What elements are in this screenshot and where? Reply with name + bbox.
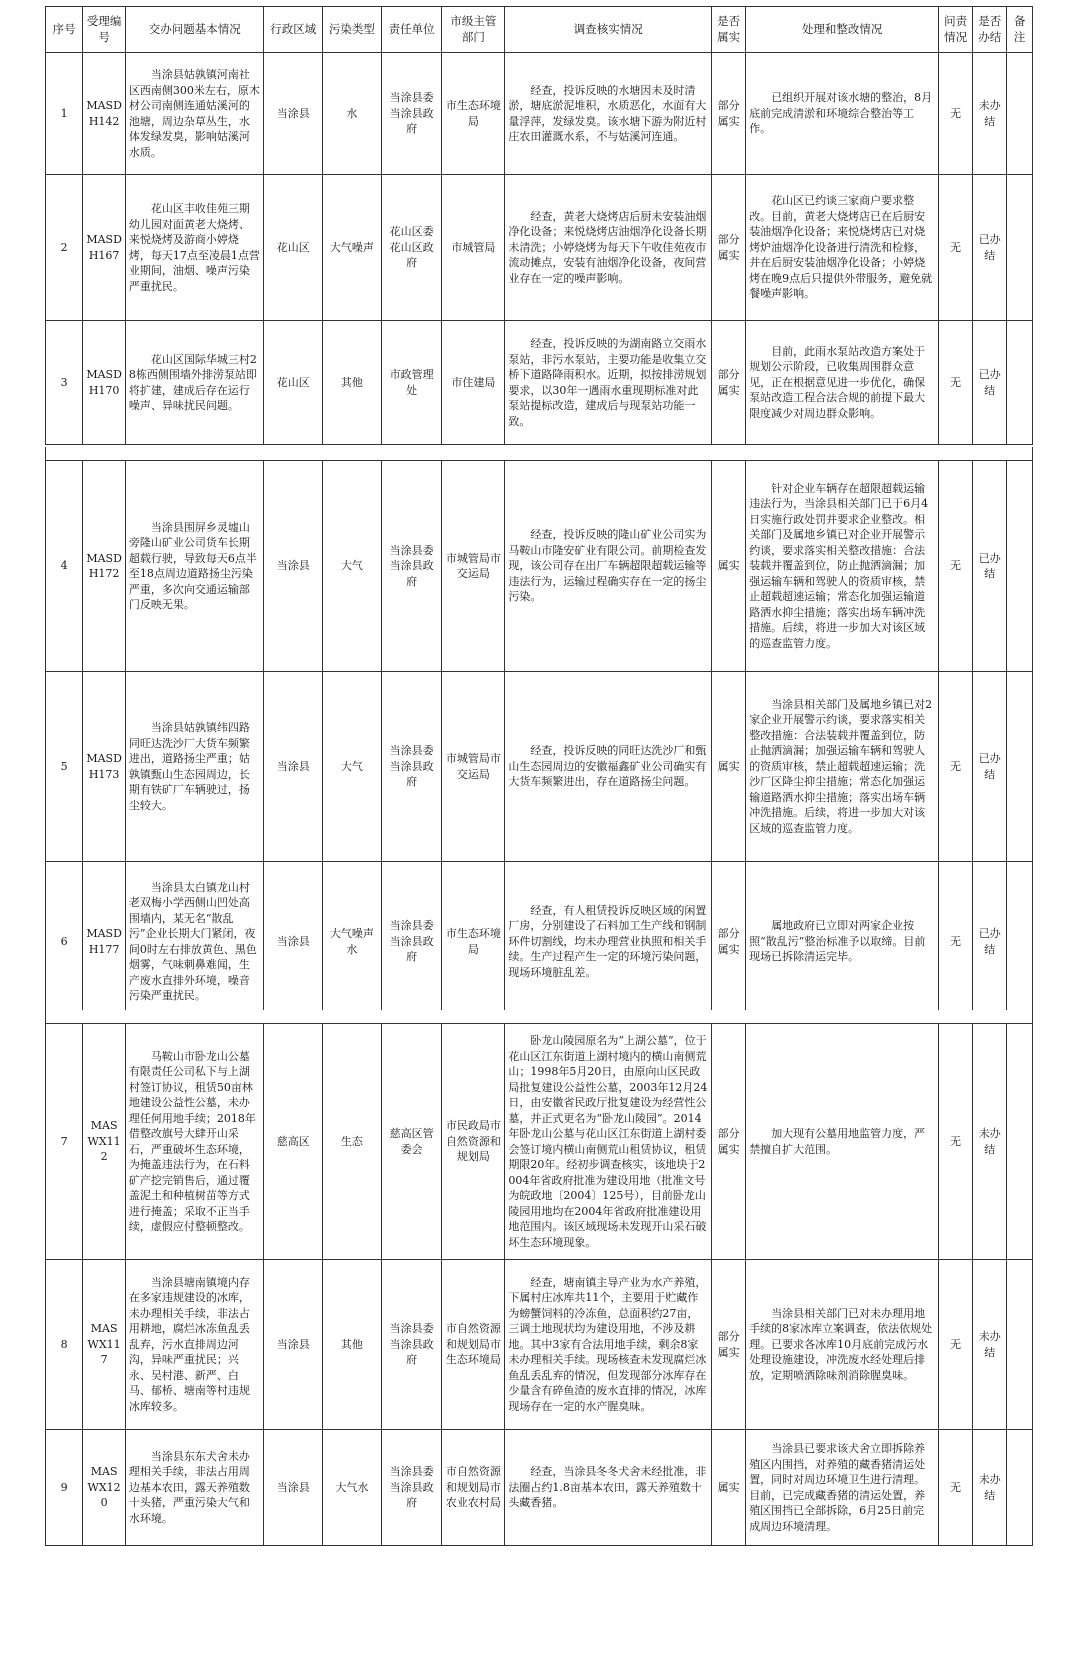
row-code: MASDH173	[83, 672, 126, 862]
complaint-table-part-1	[45, 6, 1033, 445]
row-done: 未办结	[973, 53, 1007, 175]
row-region: 花山区	[264, 321, 323, 445]
row-account: 无	[939, 321, 973, 445]
complaint-table-part-2	[45, 460, 1033, 1022]
row-code: MASDH142	[83, 53, 126, 175]
table-row	[46, 672, 1033, 862]
row-account: 无	[939, 672, 973, 862]
row-done: 未办结	[973, 1260, 1007, 1430]
table-row	[46, 175, 1033, 321]
row-account: 无	[939, 1024, 973, 1260]
col-account: 问责情况	[939, 7, 973, 53]
row-pollution: 大气噪声水	[323, 862, 382, 1022]
row-handling: 当涂县已要求该犬舍立即拆除养殖区内围挡，对养殖的藏香猪清运处置，同时对周边环境卫生进行清理。目前，已完成藏香猪的清运处置，养殖区围挡已全部拆除，6月25日前完成周边环境清理。	[746, 1430, 939, 1546]
row-account: 无	[939, 862, 973, 1022]
row-done: 未办结	[973, 1024, 1007, 1260]
row-code: MASDH170	[83, 321, 126, 445]
col-pollution: 污染类型	[323, 7, 382, 53]
row-account: 无	[939, 53, 973, 175]
row-done: 已办结	[973, 672, 1007, 862]
row-investigation: 经查，投诉反映的为湖南路立交雨水泵站，非污水泵站，主要功能是收集立交桥下道路降雨积水。近期，拟按排涝规划要求，以30年一遇雨水重现期标准对此泵站提标改造，建成后与现泵站功能一致。	[505, 321, 712, 445]
row-true: 部分属实	[712, 321, 746, 445]
row-handling: 属地政府已立即对两家企业按照“散乱污”整治标准予以取缔。目前现场已拆除清运完毕。	[746, 862, 939, 1022]
row-remark	[1007, 175, 1033, 321]
row-dept: 市城管局市交运局	[442, 672, 505, 862]
row-account: 无	[939, 1430, 973, 1546]
row-code: MASWX117	[83, 1260, 126, 1430]
row-code: MASDH172	[83, 461, 126, 672]
col-remark: 备注	[1007, 7, 1033, 53]
col-unit: 责任单位	[381, 7, 442, 53]
row-done: 已办结	[973, 862, 1007, 1022]
row-issue: 当涂县东东犬舍未办理相关手续，非法占用周边基本农田，露天养殖数十头猪，严重污染大气和水环境。	[125, 1430, 264, 1546]
row-true: 部分属实	[712, 862, 746, 1022]
row-handling: 加大现有公墓用地监管力度，严禁擅自扩大范围。	[746, 1024, 939, 1260]
row-remark	[1007, 1024, 1033, 1260]
row-dept: 市城管局	[442, 175, 505, 321]
row-done: 已办结	[973, 321, 1007, 445]
row-issue: 当涂县姑孰镇河南社区西南侧300米左右，原木材公司南侧连通姑溪河的池塘，周边杂草丛生，水体发绿发臭，影响姑溪河水质。	[125, 53, 264, 175]
row-code: MASDH167	[83, 175, 126, 321]
row-remark	[1007, 672, 1033, 862]
col-done: 是否办结	[973, 7, 1007, 53]
row-account: 无	[939, 461, 973, 672]
row-true: 属实	[712, 1430, 746, 1546]
table-row	[46, 461, 1033, 672]
row-investigation: 卧龙山陵园原名为“上湖公墓”，位于花山区江东街道上湖村境内的横山南侧荒山；1998年5月20日，由原向山区民政局批复建设公益性公墓，2003年12月24日，由安徽省民政厅批复建设为经营性公墓，并正式更名为“卧龙山陵园”。2014年卧龙山公墓与花山区江东街道上湖村委会签订境内横山南侧荒山租赁协议，租赁期限20年。经初步调查核实，该地块于2004年省政府批准为建设用地（批准文号为皖政地〔2004〕125号），目前卧龙山陵园用地均在2004年省政府批准建设用地范围内。该区域现场未发现开山采石破坏生态环境现象。	[505, 1024, 712, 1260]
row-true: 属实	[712, 461, 746, 672]
row-region: 花山区	[264, 175, 323, 321]
row-code: MASWX120	[83, 1430, 126, 1546]
row-remark	[1007, 1430, 1033, 1546]
row-unit: 当涂县委当涂县政府	[381, 862, 442, 1022]
row-seq: 3	[46, 321, 83, 445]
row-dept: 市自然资源和规划局市农业农村局	[442, 1430, 505, 1546]
row-unit: 市政管理处	[381, 321, 442, 445]
row-pollution: 其他	[323, 1260, 382, 1430]
row-investigation: 经查，投诉反映的隆山矿业公司实为马鞍山市隆安矿业有限公司。前期检查发现，该公司存在出厂车辆超限超载运输等违法行为，运输过程确实存在一定的扬尘污染。	[505, 461, 712, 672]
row-issue: 当涂县塘南镇境内存在多家违规建设的冰库，未办理相关手续，非法占用耕地，腐烂冰冻鱼乱丢乱弃，污水直排周边河沟，异味严重扰民；兴永、吴村港、新严、白马、郁桥、塘南等村违规冰库较多。	[125, 1260, 264, 1430]
row-remark	[1007, 321, 1033, 445]
row-region: 当涂县	[264, 1260, 323, 1430]
complaint-table-part-3	[45, 1023, 1033, 1546]
col-investigation: 调查核实情况	[505, 7, 712, 53]
col-handling: 处理和整改情况	[746, 7, 939, 53]
row-handling: 针对企业车辆存在超限超载运输违法行为，当涂县相关部门已于6月4日实施行政处罚并要求企业整改。相关部门及属地乡镇已对企业开展警示约谈，要求落实相关整改措施：合法装载并覆盖到位，防止抛洒滴漏；加强运输车辆和驾驶人的资质审核，禁止超载超速运输；常态化加强运输道路洒水抑尘措施；落实出场车辆冲洗措施。后续，将进一步加大对该区域的巡查监管力度。	[746, 461, 939, 672]
row-seq: 2	[46, 175, 83, 321]
table-gap-2	[45, 1010, 1033, 1024]
row-dept: 市生态环境局	[442, 53, 505, 175]
row-handling: 花山区已约谈三家商户要求整改。目前，黄老大烧烤店已在后厨安装油烟净化设备；来悦烧烤店已对烧烤炉油烟净化设备进行清洗和检修，并在后厨安装油烟净化设备；小婷烧烤在晚9点后只提供外带服务，避免就餐噪声影响。	[746, 175, 939, 321]
row-code: MASWX112	[83, 1024, 126, 1260]
row-account: 无	[939, 175, 973, 321]
row-region: 当涂县	[264, 862, 323, 1022]
table-row	[46, 1024, 1033, 1260]
row-handling: 目前，此雨水泵站改造方案处于规划公示阶段，已收集周围群众意见，正在根据意见进一步优化，确保泵站改造工程合法合规的前提下最大限度减少对周边群众影响。	[746, 321, 939, 445]
row-pollution: 水	[323, 53, 382, 175]
row-handling: 已组织开展对该水塘的整治，8月底前完成清淤和环境综合整治等工作。	[746, 53, 939, 175]
row-done: 已办结	[973, 175, 1007, 321]
row-investigation: 经查，黄老大烧烤店后厨未安装油烟净化设备；来悦烧烤店油烟净化设备长期未清洗；小婷烧烤为每天下午收佳苑夜市流动摊点，安装有油烟净化设备，夜间营业存在一定的噪声影响。	[505, 175, 712, 321]
row-unit: 慈高区管委会	[381, 1024, 442, 1260]
row-investigation: 经查，塘南镇主导产业为水产养殖，下属村庄冰库共11个，主要用于贮藏作为螃蟹饲料的冷冻鱼，总面积约27亩，三调土地现状均为建设用地，不涉及耕地。其中3家有合法用地手续，剩余8家未办理相关手续。现场核查未发现腐烂冰鱼乱丢乱弃的情况，但发现部分冰库存在少量含有碎鱼渣的废水直排的情况，冰库现场存在一定的水产腥臭味。	[505, 1260, 712, 1430]
row-unit: 当涂县委当涂县政府	[381, 53, 442, 175]
table-row	[46, 53, 1033, 175]
row-true: 部分属实	[712, 1024, 746, 1260]
col-seq: 序号	[46, 7, 83, 53]
row-remark	[1007, 1260, 1033, 1430]
table-row	[46, 321, 1033, 445]
header-row	[46, 7, 1033, 53]
row-remark	[1007, 461, 1033, 672]
row-dept: 市生态环境局	[442, 862, 505, 1022]
row-remark	[1007, 53, 1033, 175]
row-dept: 市城管局市交运局	[442, 461, 505, 672]
row-issue: 当涂县姑孰镇纬四路同旺达洗沙厂大货车频繁进出，道路扬尘严重；姑孰镇甄山生态园周边，长期有铁矿厂车辆驶过，扬尘较大。	[125, 672, 264, 862]
row-unit: 当涂县委当涂县政府	[381, 461, 442, 672]
row-seq: 5	[46, 672, 83, 862]
row-seq: 4	[46, 461, 83, 672]
row-pollution: 大气	[323, 461, 382, 672]
row-issue: 马鞍山市卧龙山公墓有限责任公司私下与上湖村签订协议，租赁50亩林地建设公益性公墓，未办理任何用地手续；2018年借整改旗号大肆开山采石，严重破坏生态环境，为掩盖违法行为，在石料矿产挖完销售后，通过覆盖泥土和种植树苗等方式进行掩盖；采取不正当手续，虚假应付整顿整改。	[125, 1024, 264, 1260]
row-issue: 花山区国际华城三村28栋西侧围墙外排涝泵站即将扩建，建成后存在运行噪声、异味扰民问题。	[125, 321, 264, 445]
row-issue: 当涂县太白镇龙山村老双梅小学西侧山凹处高围墙内，某无名“散乱污”企业长期大门紧闭，夜间0时左右排放黄色、黑色烟雾，气味刺鼻难闻，生产废水直排外环境，噪音污染严重扰民。	[125, 862, 264, 1022]
row-issue: 当涂县围屏乡灵墟山旁隆山矿业公司货车长期超载行驶，导致每天6点半至18点周边道路扬尘污染严重，多次向交通运输部门反映无果。	[125, 461, 264, 672]
row-unit: 当涂县委当涂县政府	[381, 1260, 442, 1430]
row-region: 当涂县	[264, 461, 323, 672]
table-row	[46, 1430, 1033, 1546]
row-seq: 7	[46, 1024, 83, 1260]
row-dept: 市自然资源和规划局市生态环境局	[442, 1260, 505, 1430]
row-pollution: 大气水	[323, 1430, 382, 1546]
row-issue: 花山区丰收佳苑三期幼儿园对面黄老大烧烤、来悦烧烤及游商小婷烧烤，每天17点至凌晨1点营业期间，油烟、噪声污染严重扰民。	[125, 175, 264, 321]
row-true: 部分属实	[712, 53, 746, 175]
row-dept: 市住建局	[442, 321, 505, 445]
col-issue: 交办问题基本情况	[125, 7, 264, 53]
row-unit: 当涂县委当涂县政府	[381, 1430, 442, 1546]
row-done: 未办结	[973, 1430, 1007, 1546]
row-unit: 花山区委花山区政府	[381, 175, 442, 321]
row-pollution: 其他	[323, 321, 382, 445]
row-seq: 1	[46, 53, 83, 175]
row-investigation: 经查，当涂县冬冬犬舍未经批准，非法圈占约1.8亩基本农田，露天养殖数十头藏香猪。	[505, 1430, 712, 1546]
row-region: 当涂县	[264, 53, 323, 175]
table-row	[46, 862, 1033, 1022]
row-dept: 市民政局市自然资源和规划局	[442, 1024, 505, 1260]
col-code: 受理编号	[83, 7, 126, 53]
row-seq: 8	[46, 1260, 83, 1430]
row-code: MASDH177	[83, 862, 126, 1022]
row-investigation: 经查，投诉反映的水塘因未及时清淤，塘底淤泥堆积，水质恶化，水面有大量浮萍，发绿发臭。该水塘下游为附近村庄农田灌溉水系，不与姑溪河连通。	[505, 53, 712, 175]
row-account: 无	[939, 1260, 973, 1430]
row-seq: 9	[46, 1430, 83, 1546]
row-investigation: 经查，投诉反映的同旺达洗沙厂和甄山生态园周边的安徽福鑫矿业公司确实有大货车频繁进出，存在道路扬尘问题。	[505, 672, 712, 862]
row-done: 已办结	[973, 461, 1007, 672]
row-region: 当涂县	[264, 672, 323, 862]
col-true: 是否属实	[712, 7, 746, 53]
table-gap-1	[45, 447, 1033, 461]
row-region: 慈高区	[264, 1024, 323, 1260]
row-handling: 当涂县相关部门已对未办理用地手续的8家冰库立案调查，依法依规处理。已要求各冰库10月底前完成污水处理设施建设，冲洗废水经处理后排放，定期喷洒除味剂消除腥臭味。	[746, 1260, 939, 1430]
row-seq: 6	[46, 862, 83, 1022]
row-region: 当涂县	[264, 1430, 323, 1546]
row-true: 属实	[712, 672, 746, 862]
row-pollution: 生态	[323, 1024, 382, 1260]
row-investigation: 经查，有人租赁投诉反映区域的闲置厂房，分别建设了石料加工生产线和钢制环件切割线，均未办理营业执照和相关手续。生产过程产生一定的环境污染问题，现场环境脏乱差。	[505, 862, 712, 1022]
row-true: 部分属实	[712, 175, 746, 321]
table-row	[46, 1260, 1033, 1430]
col-dept: 市级主管部门	[442, 7, 505, 53]
col-region: 行政区域	[264, 7, 323, 53]
row-pollution: 大气	[323, 672, 382, 862]
row-unit: 当涂县委当涂县政府	[381, 672, 442, 862]
row-true: 部分属实	[712, 1260, 746, 1430]
row-remark	[1007, 862, 1033, 1022]
row-handling: 当涂县相关部门及属地乡镇已对2家企业开展警示约谈，要求落实相关整改措施：合法装载并覆盖到位，防止抛洒滴漏；加强运输车辆和驾驶人的资质审核，禁止超载超速运输；洗沙厂区降尘抑尘措施；常态化加强运输道路洒水抑尘措施；落实出场车辆冲洗措施。后续，将进一步加大对该区域的巡查监管力度。	[746, 672, 939, 862]
row-pollution: 大气噪声	[323, 175, 382, 321]
